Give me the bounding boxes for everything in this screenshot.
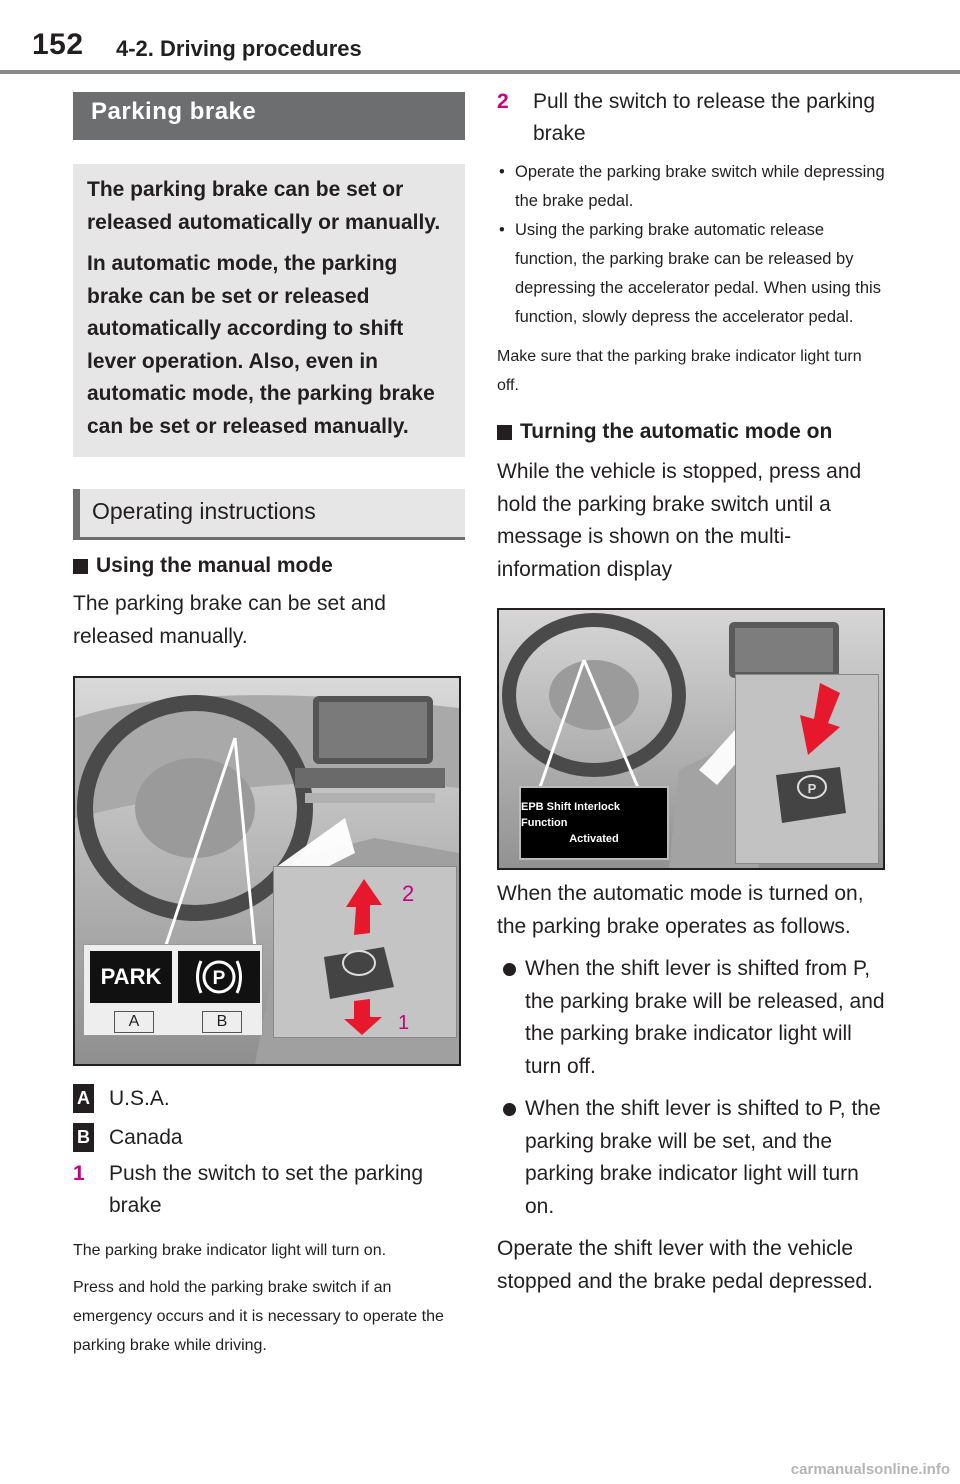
step-2: [497, 86, 887, 150]
switch-inset: [273, 866, 457, 1038]
intro-paragraph-2: In automatic mode, the parking brake can be set or released automatically according to shift lever operation. Also, even in automatic mode, the parking brake can be set or released manually.: [87, 252, 435, 438]
arrow-down-number: 1: [398, 1012, 410, 1034]
p-glyph-2: P: [807, 781, 817, 796]
page-header: [0, 0, 960, 80]
manual-mode-figure: [73, 676, 461, 1066]
p-indicator: [178, 951, 260, 1003]
step-2-text: Pull the switch to release the parking brake: [533, 90, 876, 145]
watermark: carmanualsonline.info: [790, 1461, 950, 1478]
switch-illustration: [274, 867, 456, 1037]
auto-mode-heading-text: Turning the automatic mode on: [520, 420, 833, 443]
square-bullet-icon: [497, 425, 512, 440]
label-row-b: [73, 1123, 465, 1152]
indicator-panel: [83, 944, 263, 1036]
operating-instructions-heading: Operating instructions: [73, 489, 465, 537]
left-column: [73, 92, 465, 1360]
square-bullet-icon: [73, 559, 88, 574]
label-b-box: B: [202, 1011, 242, 1033]
bullet-item: • Operate the parking brake switch while depressing the brake pedal.: [497, 158, 887, 216]
final-instruction: Operate the shift lever with the vehicle stopped and the brake pedal depressed.: [497, 1237, 873, 1293]
behaviour-list: [497, 953, 887, 1223]
switch-illustration-2: [736, 675, 878, 863]
label-a-box: A: [114, 1011, 154, 1033]
after-auto-text: When the automatic mode is turned on, the parking brake operates as follows.: [497, 882, 864, 938]
bullet-item: • Using the parking brake automatic release function, the parking brake can be released by depressing the accelerator pedal. When using this function, slowly depress the accelerator pedal.: [497, 216, 887, 332]
right-column: [497, 86, 887, 1298]
section-title: 4-2. Driving procedures: [116, 36, 362, 61]
park-indicator: PARK: [90, 951, 172, 1003]
behaviour-item-text: When the shift lever is shifted to P, the parking brake will be set, and the parking brake indicator light will turn on.: [525, 1097, 881, 1218]
note-indicator-on: The parking brake indicator light will turn on.: [73, 1242, 387, 1259]
display-message-line-2: Activated: [569, 833, 619, 845]
step-1-text: Push the switch to set the parking brake: [109, 1162, 424, 1217]
intro-paragraph-1: The parking brake can be set or released automatically or manually.: [87, 178, 441, 234]
disc-bullet-icon: [497, 1093, 525, 1223]
switch-inset-2: [735, 674, 879, 864]
label-a-text: U.S.A.: [109, 1086, 170, 1110]
header-rule: [0, 70, 960, 74]
disc-bullet-icon: [497, 953, 525, 1083]
intro-box: [73, 164, 465, 457]
label-b-marker: B: [73, 1123, 94, 1152]
operating-instructions-rule: [73, 537, 465, 540]
auto-mode-text: While the vehicle is stopped, press and hold the parking brake switch until a message is shown on the multi-information display: [497, 460, 862, 581]
p-brake-icon: [192, 955, 246, 999]
behaviour-item-text: When the shift lever is shifted from P, the parking brake will be released, and the parking brake indicator light will turn off.: [525, 957, 885, 1078]
auto-mode-figure: [497, 608, 885, 870]
parking-brake-title: Parking brake: [73, 92, 465, 140]
label-row-a: [73, 1084, 465, 1113]
step-2-bullets: [497, 158, 887, 332]
note-indicator-off: Make sure that the parking brake indicator light turn off.: [497, 348, 862, 394]
display-message-line-1: EPB Shift Interlock Function: [521, 801, 621, 829]
label-list: [73, 1084, 465, 1152]
step-1: [73, 1158, 465, 1222]
label-a-marker: A: [73, 1084, 94, 1113]
p-glyph: P: [212, 968, 226, 989]
arrow-up-number: 2: [402, 881, 415, 906]
label-b-text: Canada: [109, 1125, 183, 1149]
auto-mode-heading: [497, 420, 887, 444]
step-1-number: 1: [73, 1162, 85, 1185]
step-2-number: 2: [497, 90, 509, 113]
multi-info-display: [519, 786, 669, 860]
manual-mode-heading-text: Using the manual mode: [96, 554, 333, 577]
behaviour-item-from-p: [497, 953, 887, 1083]
behaviour-item-to-p: [497, 1093, 887, 1223]
manual-mode-heading: [73, 554, 465, 578]
note-emergency: Press and hold the parking brake switch if an emergency occurs and it is necessary to operate the parking brake while driving.: [73, 1279, 444, 1354]
manual-mode-text: The parking brake can be set and released manually.: [73, 592, 386, 648]
page-number: 152: [32, 28, 84, 61]
